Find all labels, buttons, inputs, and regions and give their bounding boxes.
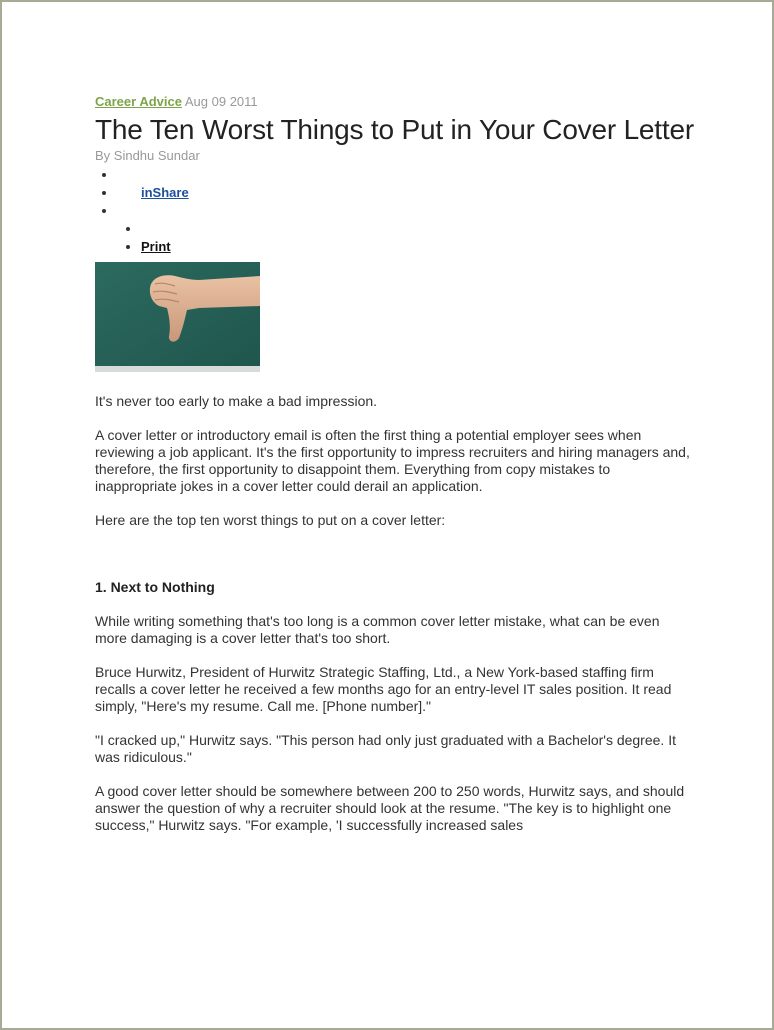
share-sublist bbox=[117, 220, 695, 256]
paragraph: While writing something that's too long is a common cover letter mistake, what can be even more damaging is a cover letter that's too short. bbox=[95, 613, 660, 646]
article-title: The Ten Worst Things to Put in Your Cover Letter bbox=[95, 114, 694, 145]
inshare-link[interactable]: inShare bbox=[141, 185, 189, 200]
paragraph-intro: It's never too early to make a bad impression. bbox=[95, 393, 378, 409]
share-subitem-empty bbox=[141, 220, 695, 238]
share-item-group bbox=[117, 202, 695, 256]
paragraph: A cover letter or introductory email is often the first thing a potential employer sees when reviewing a job applicant. It's the first opportunity to impress recruiters and hiring managers and, therefore, the first opportunity to disappoint them. Everything from copy mistakes to inappropriate jokes in a cover letter could derail an application. bbox=[95, 427, 690, 494]
article-date: Aug 09 2011 bbox=[184, 94, 258, 109]
article bbox=[95, 94, 695, 834]
paragraph: Here are the top ten worst things to put on a cover letter: bbox=[95, 512, 446, 528]
paragraph: A good cover letter should be somewhere between 200 to 250 words, Hurwitz says, and should answer the question of why a recruiter should look at the resume. "The key is to highlight one success," Hurwitz says. "For example, 'I successfully increased sales bbox=[95, 783, 685, 833]
category-link[interactable]: Career Advice bbox=[95, 94, 182, 109]
section-heading: 1. Next to Nothing bbox=[95, 579, 215, 595]
paragraph: "I cracked up," Hurwitz says. "This person had only just graduated with a Bachelor's degree. It was ridiculous." bbox=[95, 732, 676, 765]
thumbs-down-photo bbox=[95, 262, 260, 372]
article-meta bbox=[95, 94, 695, 110]
share-item-empty bbox=[117, 166, 695, 184]
print-link[interactable]: Print bbox=[141, 239, 171, 254]
share-subitem-print bbox=[141, 238, 695, 256]
share-item-inshare bbox=[117, 184, 695, 202]
paragraph: Bruce Hurwitz, President of Hurwitz Strategic Staffing, Ltd., a New York-based staffing firm recalls a cover letter he received a few months ago for an entry-level IT sales position. It read simply, "Here's my resume. Call me. [Phone number]." bbox=[95, 664, 672, 714]
share-list bbox=[95, 166, 695, 256]
byline: By Sindhu Sundar bbox=[95, 148, 200, 163]
